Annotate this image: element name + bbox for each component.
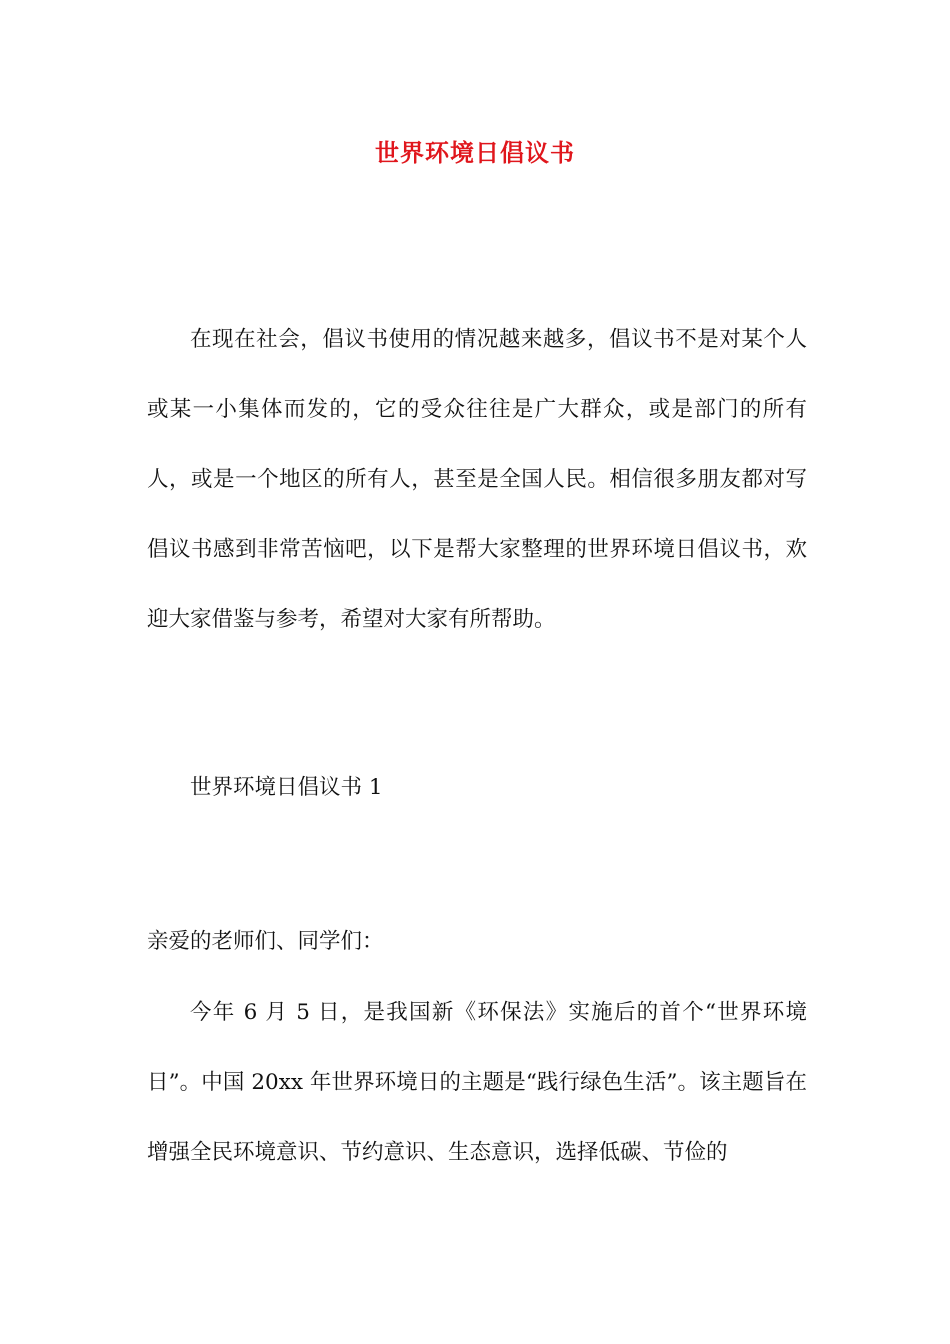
document-title: 世界环境日倡议书 xyxy=(375,138,575,167)
body-paragraph: 今年 6 月 5 日，是我国新《环保法》实施后的首个“世界环境日”。中国 20xx 年世界环境日的主题是“践行绿色生活”。该主题旨在增强全民环境意识、节约意识、生态意识，选择低碳、节俭的 xyxy=(147,1000,807,1165)
section-heading: 世界环境日倡议书 1 xyxy=(190,775,383,800)
salutation: 亲爱的老师们、同学们： xyxy=(147,929,384,954)
intro-paragraph: 在现在社会，倡议书使用的情况越来越多，倡议书不是对某个人或某一小集体而发的，它的受众往往是广大群众，或是部门的所有人，或是一个地区的所有人，甚至是全国人民。相信很多朋友都对写倡议书感到非常苦恼吧，以下是帮大家整理的世界环境日倡议书，欢迎大家借鉴与参考，希望对大家有所帮助。 xyxy=(147,327,807,632)
